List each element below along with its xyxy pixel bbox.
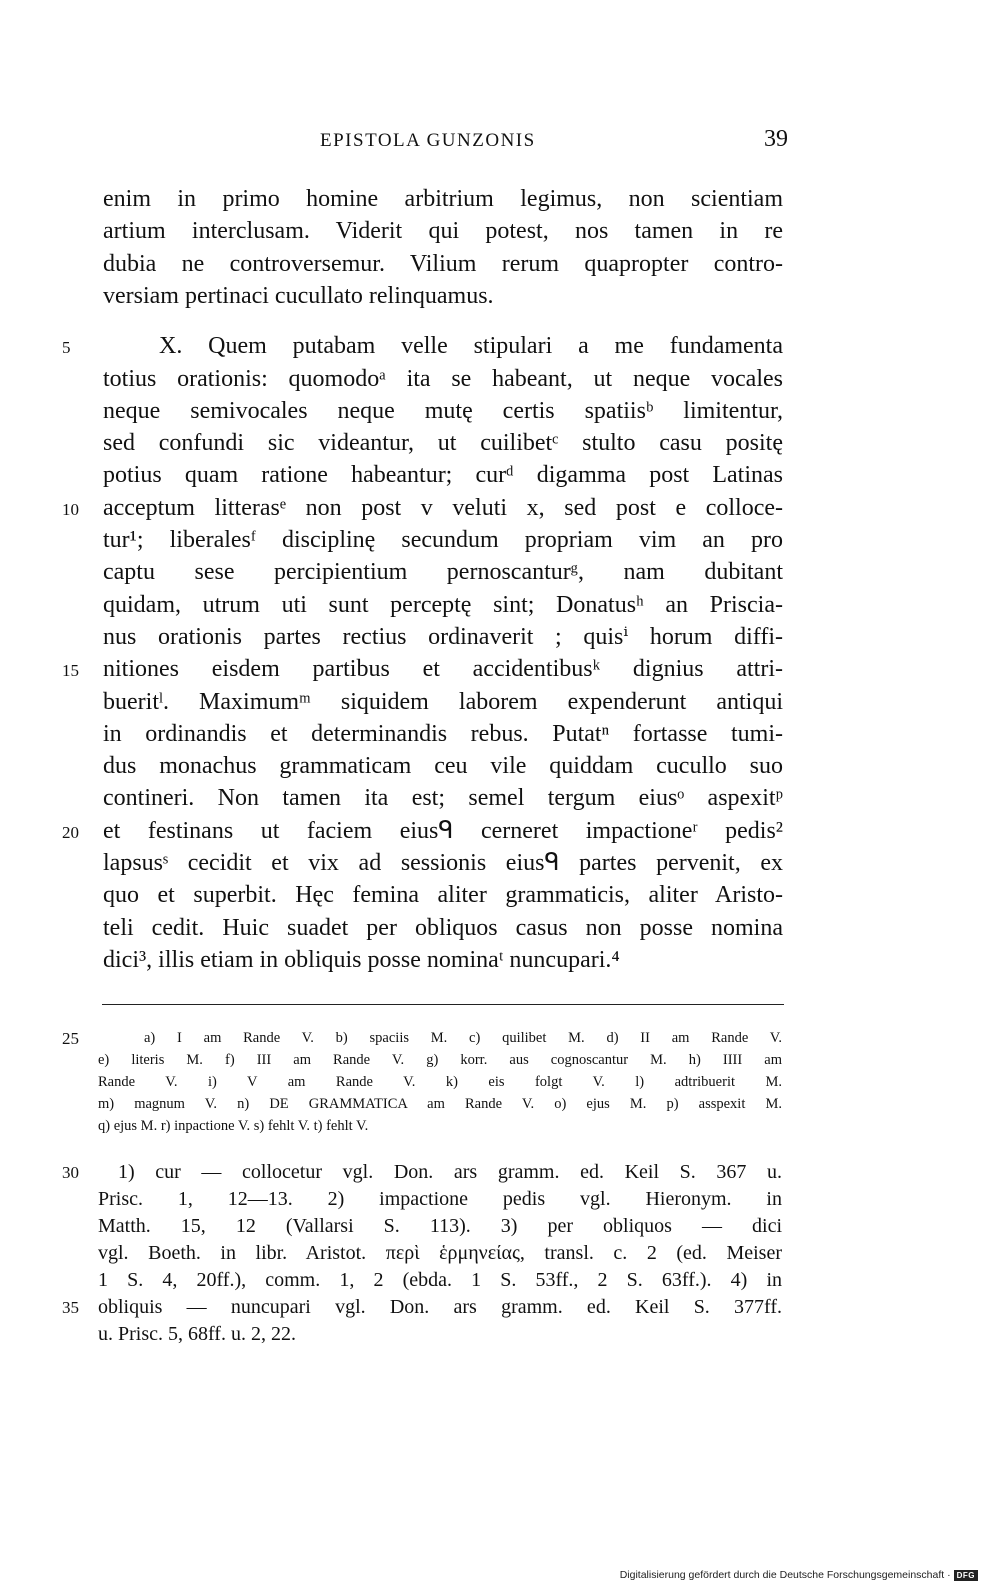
footnote-separator-rule	[102, 1004, 784, 1005]
source-note-line: vgl. Boeth. in libr. Aristot. περὶ ἑρμηνείας, transl. c. 2 (ed. Meiser	[98, 1242, 782, 1264]
line-number: 5	[62, 338, 71, 358]
text-line: quo et superbit. Hęc femina aliter grammaticis, aliter Aristo-	[103, 882, 783, 909]
text-line: potius quam ratione habeantur; curᵈ digamma post Latinas	[103, 462, 783, 489]
text-line: dubia ne controversemur. Vilium rerum quapropter contro-	[103, 250, 783, 277]
source-note-line: 1 S. 4, 20ff.), comm. 1, 2 (ebda. 1 S. 53ff., 2 S. 63ff.). 4) in	[98, 1269, 782, 1291]
source-note-line: u. Prisc. 5, 68ff. u. 2, 22.	[98, 1323, 296, 1345]
source-note-line: Prisc. 1, 12—13. 2) impactione pedis vgl. Hieronym. in	[98, 1188, 782, 1210]
text-line: acceptum litterasᵉ non post v veluti x, sed post e colloce-	[103, 494, 783, 521]
text-line: neque semivocales neque mutę certis spatiisᵇ limitentur,	[103, 397, 783, 424]
line-number: 15	[62, 661, 79, 681]
running-title: EPISTOLA GUNZONIS	[320, 130, 536, 151]
line-number: 30	[62, 1163, 79, 1182]
text-line: lapsusˢ cecidit et vix ad sessionis eiusᑫ partes pervenit, ex	[103, 850, 783, 876]
line-number: 25	[62, 1029, 79, 1048]
line-number: 35	[62, 1298, 79, 1317]
apparatus-line: a) I am Rande V. b) spaciis M. c) quilibet M. d) II am Rande V.	[144, 1030, 782, 1046]
page-header	[100, 128, 788, 158]
line-number: 20	[62, 822, 79, 842]
text-line: X. Quem putabam velle stipulari a me fundamenta	[159, 333, 783, 360]
text-line: artium interclusam. Viderit qui potest, nos tamen in re	[103, 218, 783, 245]
line-number: 10	[62, 499, 79, 519]
text-line: sed confundi sic videantur, ut cuilibetᶜ stulto casu positę	[103, 430, 783, 457]
text-line: captu sese percipientium pernoscanturᵍ, nam dubitant	[103, 559, 783, 586]
text-line: enim in primo homine arbitrium legimus, non scientiam	[103, 186, 783, 212]
text-line: in ordinandis et determinandis rebus. Putatⁿ fortasse tumi-	[103, 720, 783, 747]
source-note-line: 1) cur — collocetur vgl. Don. ars gramm. ed. Keil S. 367 u.	[118, 1161, 782, 1183]
text-line: bueritˡ. Maximumᵐ siquidem laborem expenderunt antiqui	[103, 688, 783, 715]
text-line: et festinans ut faciem eiusᑫ cerneret impactioneʳ pedis²	[103, 817, 783, 844]
text-line: quidam, utrum uti sunt perceptę sint; Donatusʰ an Priscia-	[103, 591, 783, 618]
text-line: versiam pertinaci cucullato relinquamus.	[103, 282, 494, 309]
text-line: tur¹; liberalesᶠ disciplinę secundum propriam vim an pro	[103, 527, 783, 553]
apparatus-line: Rande V. i) V am Rande V. k) eis folgt V. l) adtribuerit M.	[98, 1074, 782, 1090]
dfg-logo: DFG	[954, 1570, 978, 1581]
text-line: nitiones eisdem partibus et accidentibusᵏ dignius attri-	[103, 656, 783, 683]
text-line: contineri. Non tamen ita est; semel tergum eiusᵒ aspexitᵖ	[103, 785, 783, 812]
digitization-credit	[620, 1569, 978, 1581]
text-line: teli cedit. Huic suadet per obliquos casus non posse nomina	[103, 914, 783, 941]
apparatus-line: q) ejus M. r) inpactione V. s) fehlt V. t) fehlt V.	[98, 1118, 369, 1134]
apparatus-line: m) magnum V. n) DE GRAMMATICA am Rande V. o) ejus M. p) asspexit M.	[98, 1096, 782, 1112]
source-note-line: Matth. 15, 12 (Vallarsi S. 113). 3) per obliquos — dici	[98, 1215, 782, 1237]
text-line: nus orationis partes rectius ordinaverit ; quisⁱ horum diffi-	[103, 623, 783, 650]
credit-text: Digitalisierung gefördert durch die Deutsche Forschungsgemeinschaft ·	[619, 1569, 951, 1581]
text-line: totius orationis: quomodoᵃ ita se habeant, ut neque vocales	[103, 365, 783, 392]
text-line: dici³, illis etiam in obliquis posse nominaᵗ nuncupari.⁴	[103, 946, 620, 973]
apparatus-line: e) literis M. f) III am Rande V. g) korr. aus cognoscantur M. h) IIII am	[98, 1052, 782, 1068]
source-note-line: obliquis — nuncupari vgl. Don. ars gramm. ed. Keil S. 377ff.	[98, 1296, 782, 1318]
page-number: 39	[764, 126, 788, 152]
text-line: dus monachus grammaticam ceu vile quiddam cucullo suo	[103, 753, 783, 780]
